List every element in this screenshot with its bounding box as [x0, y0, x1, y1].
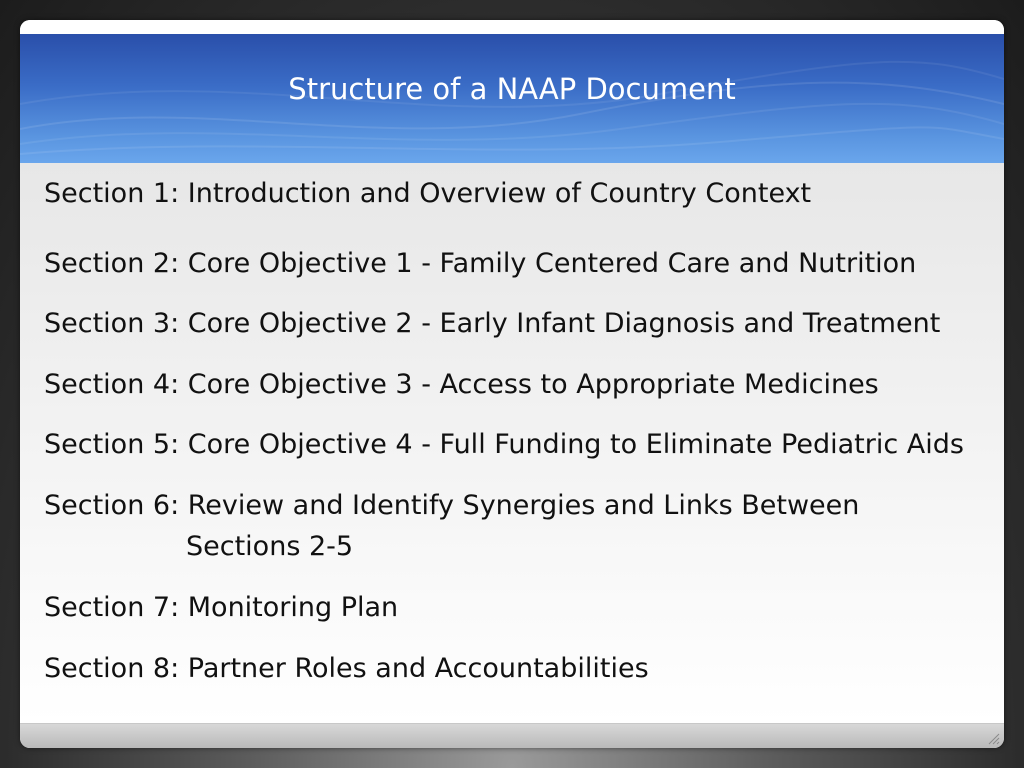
section-item-7: Section 7: Monitoring Plan [44, 592, 399, 623]
slide-footer-bar [20, 723, 1004, 748]
section-item-6-continuation: Sections 2-5 [186, 531, 354, 562]
slide-body [20, 163, 1004, 723]
section-item-5: Section 5: Core Objective 4 - Full Funding to Eliminate Pediatric Aids [44, 429, 964, 460]
section-item-2: Section 2: Core Objective 1 - Family Centered Care and Nutrition [44, 248, 917, 279]
slide-top-strip [20, 20, 1004, 34]
slide-header [20, 34, 1004, 163]
slide-title: Structure of a NAAP Document [288, 72, 736, 106]
section-item-8: Section 8: Partner Roles and Accountabilities [44, 653, 649, 684]
resize-grip-icon [986, 731, 1000, 745]
section-item-6-label: Section 6: Review and Identify Synergies and Links Between [44, 490, 860, 521]
section-item-6 [44, 485, 994, 567]
slide [20, 20, 1004, 748]
section-item-1: Section 1: Introduction and Overview of Country Context [44, 178, 812, 209]
section-item-4: Section 4: Core Objective 3 - Access to Appropriate Medicines [44, 369, 879, 400]
section-item-3: Section 3: Core Objective 2 - Early Infant Diagnosis and Treatment [44, 308, 941, 339]
